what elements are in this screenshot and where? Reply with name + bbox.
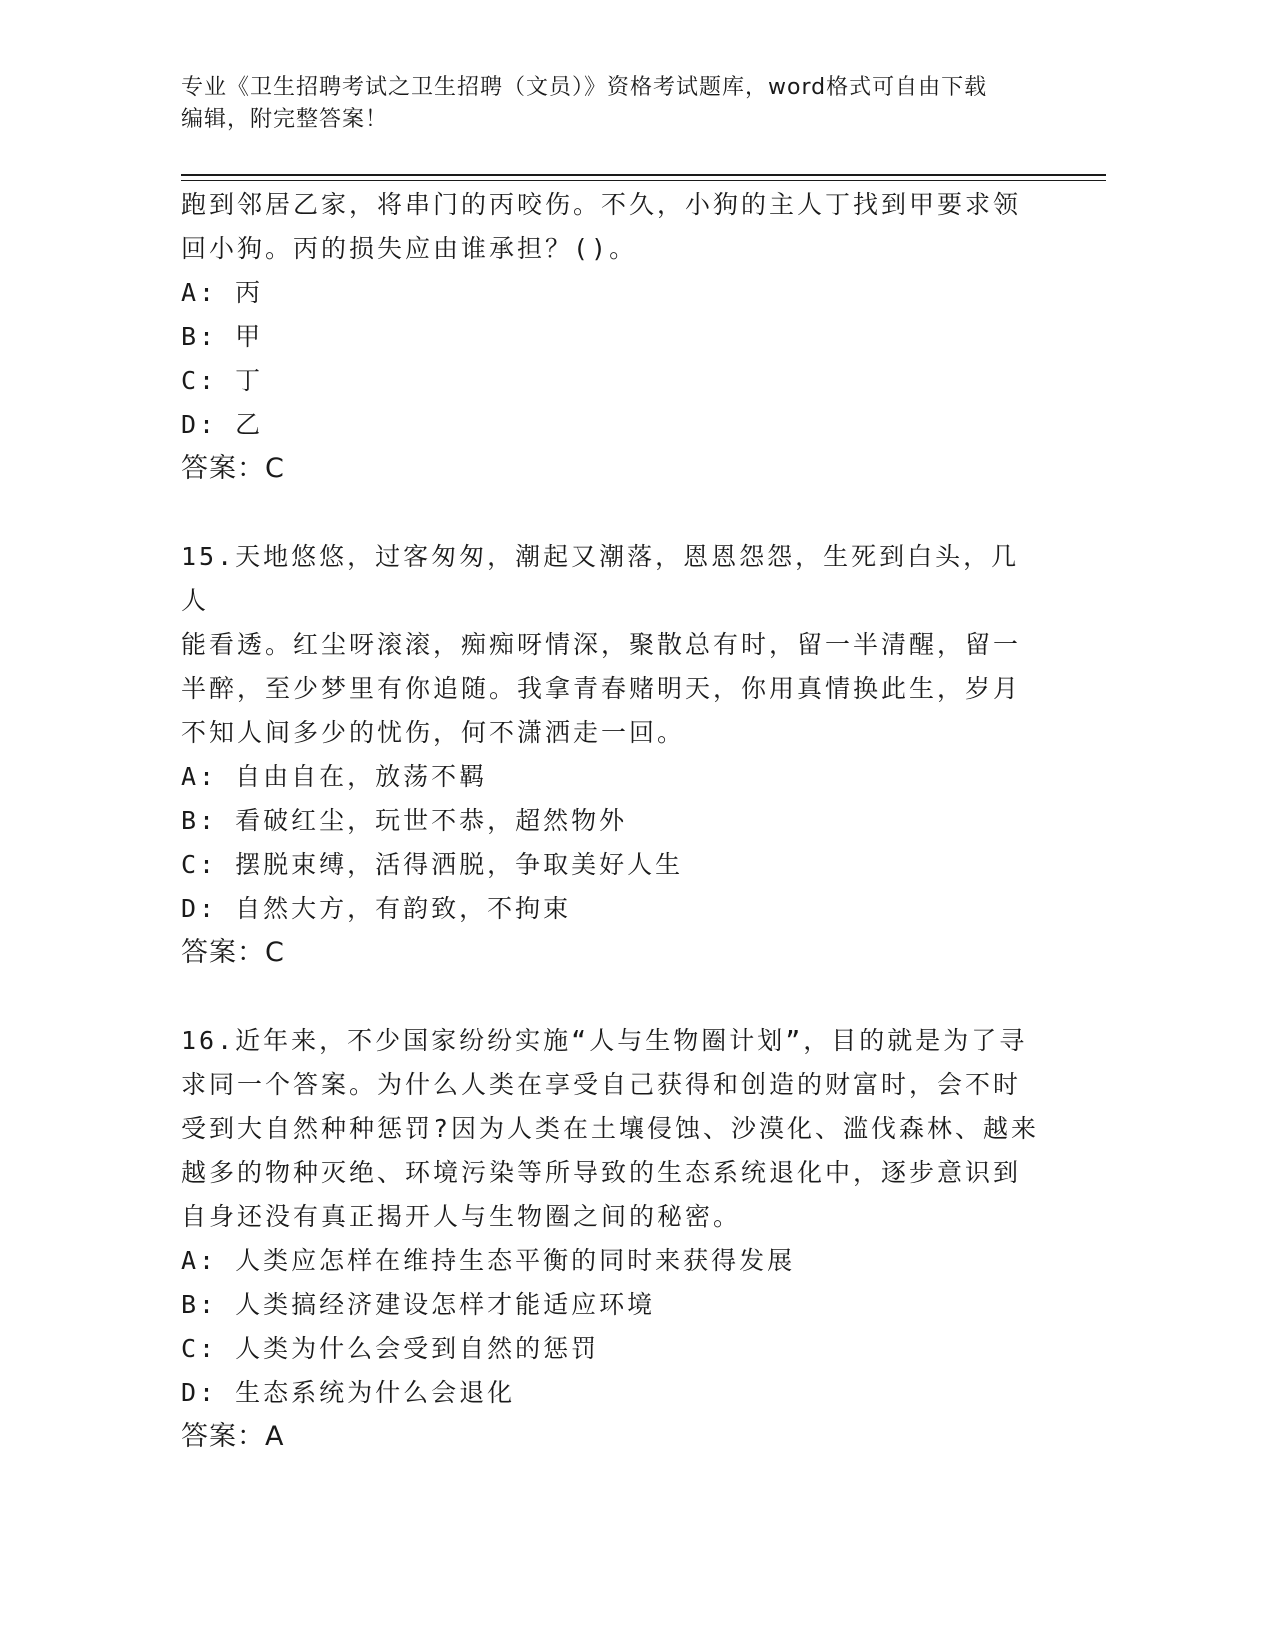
question-block: [181, 1019, 1041, 1459]
answer-label: 答案：A: [181, 1421, 285, 1452]
question-line: 跑到邻居乙家，将串门的丙咬伤。不久，小狗的主人丁找到甲要求领: [181, 190, 1022, 219]
question-block: [181, 535, 1041, 975]
question-line: 半醉，至少梦里有你追随。我拿青春赌明天，你用真情换此生，岁月: [181, 674, 1022, 703]
document-header: [181, 72, 1061, 136]
option-c: C: 丁: [181, 366, 264, 395]
option-b: B: 看破红尘，玩世不恭，超然物外: [181, 806, 628, 835]
option-c: C: 人类为什么会受到自然的惩罚: [181, 1334, 600, 1363]
question-line: 能看透。红尘呀滚滚，痴痴呀情深，聚散总有时，留一半清醒，留一: [181, 630, 1022, 659]
question-line: 回小狗。丙的损失应由谁承担？()。: [181, 234, 638, 263]
header-line: 专业《卫生招聘考试之卫生招聘（文员）》资格考试题库，word格式可自由下载: [181, 75, 988, 100]
option-b: B: 甲: [181, 322, 264, 351]
answer-label: 答案：C: [181, 937, 285, 968]
option-a: A: 自由自在，放荡不羁: [181, 762, 488, 791]
header-line: 编辑，附完整答案！: [181, 107, 389, 132]
answer-label: 答案：C: [181, 453, 285, 484]
option-a: A: 丙: [181, 278, 264, 307]
header-divider-thin: [181, 180, 1106, 181]
question-text: [181, 1019, 1041, 1239]
option-d: D: 自然大方，有韵致，不拘束: [181, 894, 572, 923]
question-line: 16.近年来，不少国家纷纷实施“人与生物圈计划”，目的就是为了寻: [181, 1026, 1028, 1055]
spacer: [181, 491, 1041, 535]
question-text: [181, 183, 1041, 271]
header-divider-thick: [181, 174, 1106, 176]
option-d: D: 乙: [181, 410, 264, 439]
spacer: [181, 975, 1041, 1019]
option-b: B: 人类搞经济建设怎样才能适应环境: [181, 1290, 656, 1319]
question-line: 自身还没有真正揭开人与生物圈之间的秘密。: [181, 1202, 742, 1231]
option-a: A: 人类应怎样在维持生态平衡的同时来获得发展: [181, 1246, 796, 1275]
question-list: [181, 183, 1041, 1459]
question-line: 越多的物种灭绝、环境污染等所导致的生态系统退化中，逐步意识到: [181, 1158, 1022, 1187]
question-block: [181, 183, 1041, 491]
question-line: 求同一个答案。为什么人类在享受自己获得和创造的财富时，会不时: [181, 1070, 1022, 1099]
option-c: C: 摆脱束缚，活得洒脱，争取美好人生: [181, 850, 684, 879]
question-line: 不知人间多少的忧伤，何不潇洒走一回。: [181, 718, 686, 747]
question-line: 受到大自然种种惩罚?因为人类在土壤侵蚀、沙漠化、滥伐森林、越来: [181, 1114, 1040, 1143]
question-line: 15.天地悠悠，过客匆匆，潮起又潮落，恩恩怨怨，生死到白头，几人: [181, 542, 1020, 615]
option-d: D: 生态系统为什么会退化: [181, 1378, 516, 1407]
question-text: [181, 535, 1041, 755]
